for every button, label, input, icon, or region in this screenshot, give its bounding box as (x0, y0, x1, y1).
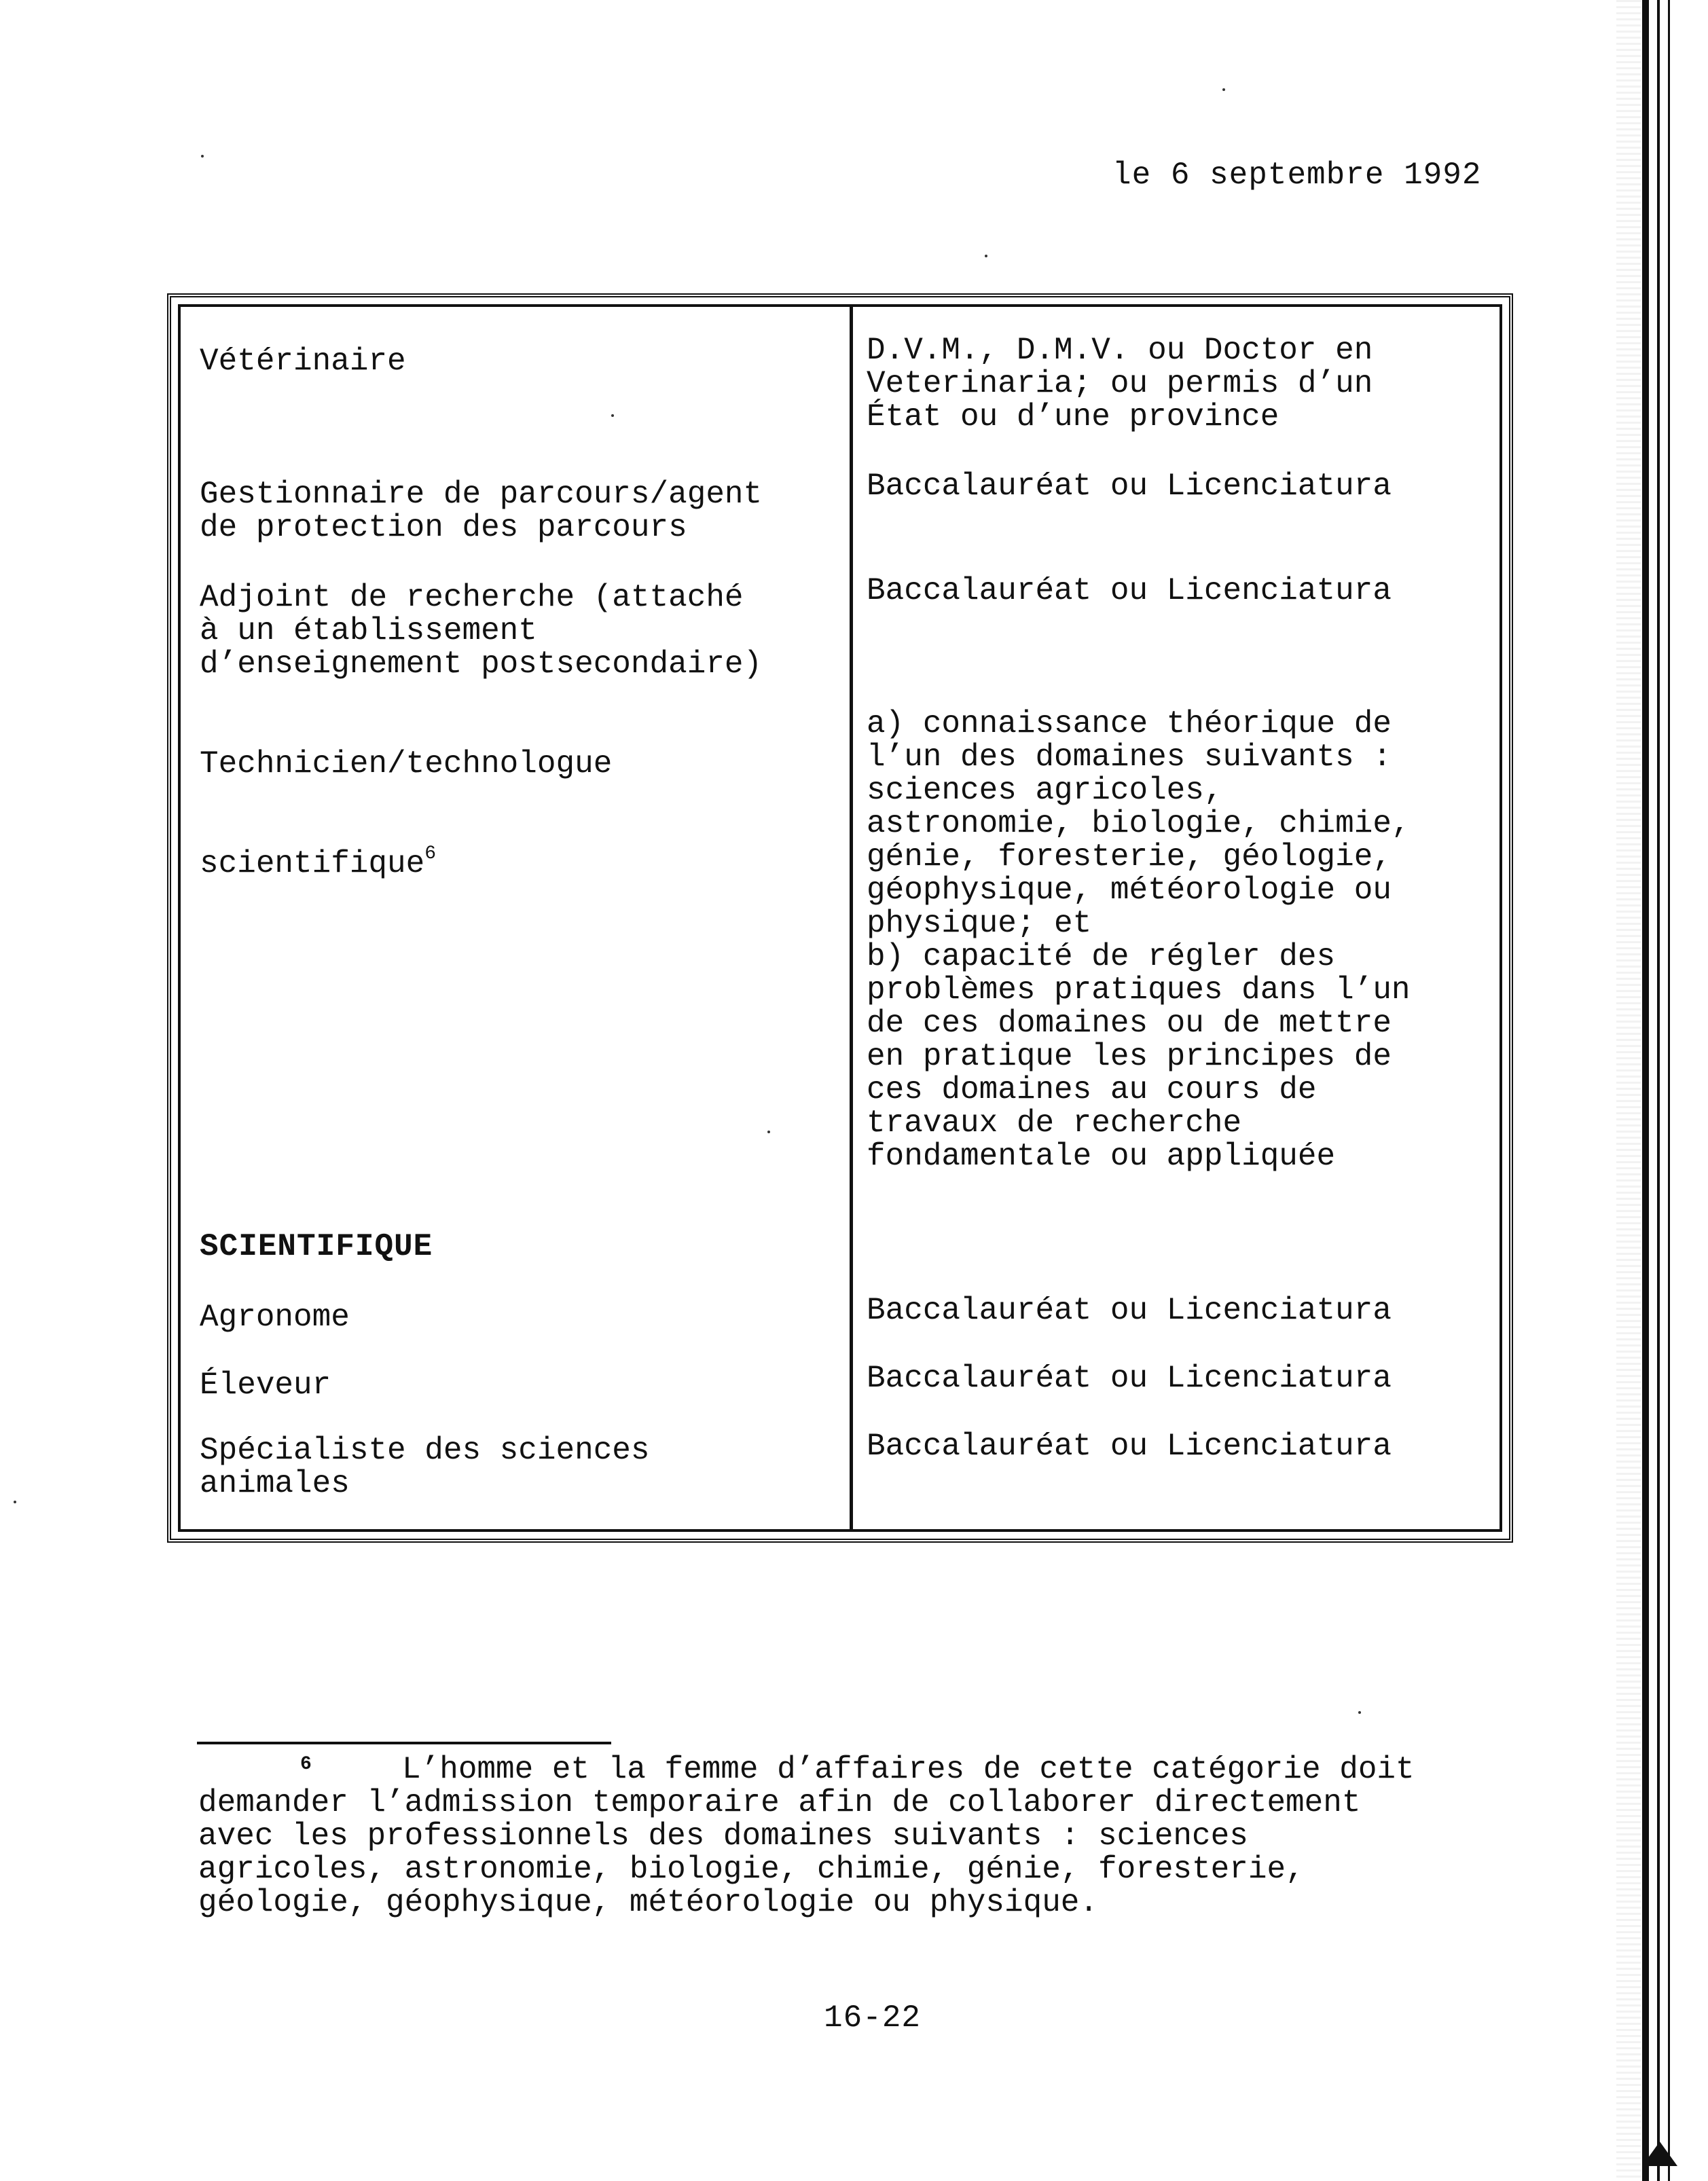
scan-binding-edge (1657, 0, 1660, 2181)
page-number: 16-22 (824, 2000, 922, 2036)
qualification-technicien: a) connaissance théorique de l’un des domaines suivants : sciences agricoles, astronomie, biologie, chimie, génie, foresterie, géologie, géophysique, météorologie ou physique; et b) capacité de régler des problèmes pratiques dans l’un de ces domaines ou de mettre en pratique les principes de ces domaines au cours de travaux de recherche fondamentale ou appliquée (867, 706, 1411, 1174)
profession-eleveur: Éleveur (200, 1368, 331, 1403)
profession-technicien (200, 714, 838, 881)
scan-speck (611, 414, 614, 417)
scan-speck (767, 1131, 770, 1133)
scan-speck (985, 255, 987, 257)
profession-agronome: Agronome (200, 1300, 350, 1335)
footnote-separator (197, 1742, 611, 1744)
qualification-veterinaire: D.V.M., D.M.V. ou Doctor en Veterinaria; ou permis d’un État ou d’une province (867, 333, 1373, 435)
document-date: le 6 septembre 1992 (1112, 158, 1482, 193)
profession-adjoint-recherche: Adjoint de recherche (attaché à un établissement d’enseignement postsecondaire) (200, 580, 763, 682)
qualifications-table-body (178, 304, 1502, 1532)
qualification-specialiste: Baccalauréat ou Licenciatura (867, 1429, 1392, 1464)
scan-binding-edge (1668, 0, 1670, 2181)
footnote-reference: 6 (424, 843, 437, 864)
qualification-eleveur: Baccalauréat ou Licenciatura (867, 1361, 1392, 1396)
profession-veterinaire: Vétérinaire (200, 344, 406, 379)
scan-corner-mark (1642, 2139, 1677, 2166)
qualification-gestionnaire: Baccalauréat ou Licenciatura (867, 469, 1392, 504)
footnote (198, 1753, 1536, 1920)
scan-speck (1358, 1711, 1361, 1714)
footnote-marker: 6 (300, 1754, 312, 1775)
scan-edge-shadow (1616, 0, 1641, 2181)
footnote-line: agricoles, astronomie, biologie, chimie, génie, foresterie, (198, 1852, 1305, 1887)
profession-technicien-line1: Technicien/technologue (200, 746, 613, 782)
footnote-line: géologie, géophysique, météorologie ou physique. (198, 1885, 1099, 1920)
scan-speck (1222, 88, 1225, 91)
footnote-line: demander l’admission temporaire afin de collaborer directement (198, 1785, 1361, 1820)
column-divider (850, 307, 853, 1529)
profession-gestionnaire: Gestionnaire de parcours/agent de protection des parcours (200, 477, 763, 545)
scan-speck (14, 1501, 16, 1503)
profession-specialiste: Spécialiste des sciences animales (200, 1433, 650, 1501)
profession-technicien-line2: scientifique (200, 846, 425, 881)
section-heading-scientifique: SCIENTIFIQUE (200, 1229, 433, 1264)
qualification-adjoint-recherche: Baccalauréat ou Licenciatura (867, 573, 1392, 608)
scan-speck (201, 155, 204, 158)
footnote-line: L’homme et la femme d’affaires de cette catégorie doit (402, 1752, 1415, 1787)
footnote-line: avec les professionnels des domaines suivants : sciences (198, 1818, 1248, 1854)
qualifications-table (167, 293, 1513, 1543)
qualification-agronome: Baccalauréat ou Licenciatura (867, 1293, 1392, 1328)
scan-binding-edge (1642, 0, 1649, 2181)
